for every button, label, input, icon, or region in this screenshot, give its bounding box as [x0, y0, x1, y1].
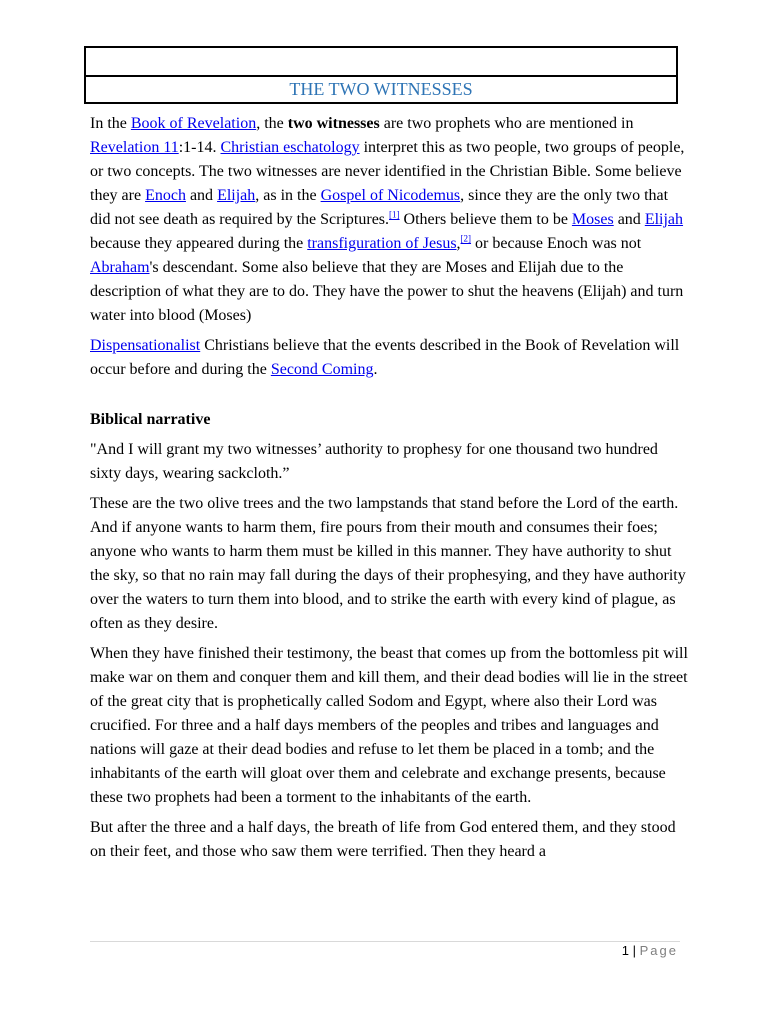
link-transfiguration-of-jesus[interactable]: transfiguration of Jesus	[307, 235, 457, 252]
title-table	[84, 46, 678, 104]
narrative-paragraph-4: But after the three and a half days, the breath of life from God entered them, and they stood on their feet, and those who saw them were terrified. Then they heard a	[90, 819, 676, 860]
link-moses[interactable]: Moses	[571, 211, 614, 228]
text-run: and	[185, 187, 218, 204]
link-revelation-11[interactable]: Revelation 11	[90, 139, 179, 156]
link-enoch[interactable]: Enoch	[145, 187, 186, 204]
text-run: In the	[90, 115, 131, 132]
text-run: , as in the	[255, 187, 321, 204]
text-run: interpret this as two people, two groups of people, or two concepts. The two witnesses are never identified in the Christian Bible. Some believe they are	[90, 139, 685, 204]
text-run: and	[613, 211, 645, 228]
title-table-empty-row	[86, 48, 676, 77]
reference-1-link[interactable]: [1]	[389, 209, 400, 220]
text-run: , the	[256, 115, 288, 132]
page-footer	[622, 942, 678, 960]
intro-paragraph	[90, 112, 690, 328]
footer-divider	[90, 941, 680, 942]
link-book-of-revelation[interactable]: Book of Revelation	[130, 115, 257, 132]
bold-term: two witnesses	[287, 115, 380, 132]
link-christian-eschatology[interactable]: Christian eschatology	[220, 139, 360, 156]
link-abraham[interactable]: Abraham	[90, 259, 150, 276]
section-heading: Biblical narrative	[90, 411, 211, 428]
link-elijah[interactable]: Elijah	[217, 187, 256, 204]
dispensationalist-paragraph	[90, 334, 690, 382]
link-gospel-of-nicodemus[interactable]: Gospel of Nicodemus	[320, 187, 461, 204]
document-body	[90, 112, 690, 870]
footer-separator: |	[629, 943, 640, 958]
link-elijah-2[interactable]: Elijah	[644, 211, 684, 228]
text-run: Christians believe that the events described in the Book of Revelation will occur before and during the	[90, 337, 680, 378]
link-second-coming[interactable]: Second Coming	[270, 361, 374, 378]
document-title: THE TWO WITNESSES	[289, 79, 473, 99]
narrative-paragraph-2: These are the two olive trees and the two lampstands that stand before the Lord of the earth. And if anyone wants to harm them, fire pours from their mouth and consumes their foes; anyone who wants to harm them must be killed in this manner. They have authority to shut the sky, so that no rain may fall during the days of their prophesying, and they have authority over the waters to turn them into blood, and to strike the earth with every kind of plague, as often as they desire.	[90, 495, 686, 632]
text-run: 's descendant. Some also believe that they are Moses and Elijah due to the description of what they are to do. They have the power to shut the heavens (Elijah) and turn water into blood (Moses)	[90, 259, 684, 324]
narrative-paragraph-3: When they have finished their testimony, the beast that comes up from the bottomless pit will make war on them and conquer them and kill them, and their dead bodies will lie in the street of the great city that is prophetically called Sodom and Egypt, where also their Lord was crucified. For three and a half days members of the peoples and tribes and languages and nations will gaze at their dead bodies and refuse to let them be placed in a tomb; and the inhabitants of the earth will gloat over them and celebrate and exchange presents, because these two prophets had been a torment to the inhabitants of the earth.	[90, 645, 688, 806]
page-number: 1	[621, 943, 630, 958]
page-label: Page	[639, 943, 678, 958]
reference-2-link[interactable]: [2]	[460, 233, 472, 244]
text-run: .	[373, 361, 378, 378]
text-run: Others believe them to be	[399, 211, 572, 228]
text-run: because they appeared during the	[90, 235, 308, 252]
text-run: , since they are the only two that did not see death as required by the Scriptures.	[90, 187, 669, 228]
text-run: :1-14.	[178, 139, 221, 156]
text-run: ,	[456, 235, 461, 252]
narrative-paragraph-1: "And I will grant my two witnesses’ authority to prophesy for one thousand two hundred sixty days, wearing sackcloth.”	[90, 441, 658, 482]
text-run: or because Enoch was not	[471, 235, 642, 252]
link-dispensationalist[interactable]: Dispensationalist	[90, 337, 201, 354]
text-run: are two prophets who are mentioned in	[379, 115, 634, 132]
